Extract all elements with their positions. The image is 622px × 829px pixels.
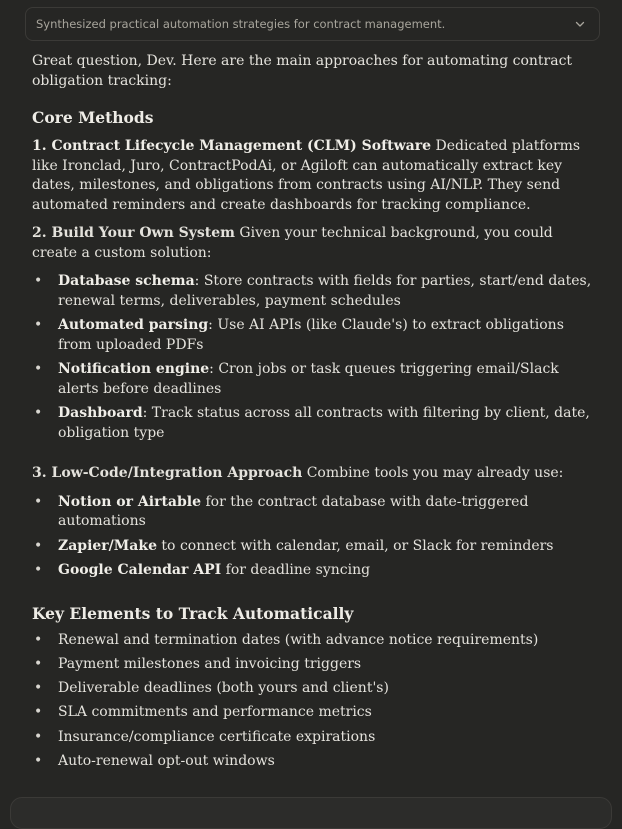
- list-item: [32, 316, 592, 355]
- method-clm-body: Dedicated platforms like Ironclad, Juro, ContractPodAi, or Agiloft can automatically extract key dates, milestones, and obligations from contracts using AI/NLP. They send automated reminders and create dashboards for tracking compliance.: [32, 138, 581, 213]
- method-clm-paragraph: [32, 137, 592, 215]
- list-item: • Payment milestones and invoicing triggers: [32, 655, 592, 675]
- track-list: [32, 631, 592, 772]
- list-item-text: for the contract database with date-triggered automations: [58, 493, 529, 529]
- list-item: • Deliverable deadlines (both yours and client's): [32, 679, 592, 699]
- list-item-bold: Zapier/Make: [58, 537, 157, 554]
- method-build-paragraph: [32, 224, 592, 263]
- list-item-bold: Notification engine: [58, 361, 210, 377]
- track-heading: Key Elements to Track Automatically: [32, 603, 354, 623]
- list-item: • Auto-renewal opt-out windows: [32, 752, 592, 772]
- method-lowcode-paragraph: [32, 464, 592, 484]
- list-item: [32, 404, 592, 443]
- list-item-bold: Google Calendar API: [58, 562, 222, 578]
- list-item-text: : Store contracts with fields for parties, start/end dates, renewal terms, deliverables, payment schedules: [58, 273, 592, 309]
- list-item: [32, 493, 592, 532]
- lowcode-list: [32, 493, 592, 581]
- list-item: [32, 272, 592, 311]
- message-intro: Great question, Dev. Here are the main approaches for automating contract obligation tracking:: [32, 53, 573, 89]
- list-item-text: : Cron jobs or task queues triggering email/Slack alerts before deadlines: [58, 361, 559, 397]
- build-list: [32, 272, 592, 443]
- list-item-bold: Database schema: [58, 273, 195, 289]
- list-item: • Insurance/compliance certificate expirations: [32, 728, 592, 748]
- list-item-text: : Use AI APIs (like Claude's) to extract obligations from uploaded PDFs: [58, 317, 564, 353]
- list-item: • SLA commitments and performance metrics: [32, 703, 592, 723]
- method-lowcode-body: Combine tools you may already use:: [302, 465, 564, 481]
- list-item: [32, 537, 592, 557]
- list-item-bold: Dashboard: [58, 405, 143, 421]
- list-item: [32, 360, 592, 399]
- method-lowcode-title: 3. Low-Code/Integration Approach: [32, 465, 303, 481]
- method-build-body: Given your technical background, you could create a custom solution:: [32, 225, 553, 261]
- assistant-message: [32, 52, 592, 776]
- list-item-text: : Track status across all contracts with filtering by client, date, obligation type: [58, 405, 590, 441]
- list-item: [32, 561, 592, 581]
- core-methods-heading: Core Methods: [32, 108, 154, 127]
- thinking-summary-text: Synthesized practical automation strategies for contract management.: [36, 17, 446, 31]
- list-item-text: to connect with calendar, email, or Slack for reminders: [156, 537, 554, 554]
- list-item-bold: Notion or Airtable: [58, 493, 202, 510]
- message-input-box[interactable]: [10, 797, 612, 829]
- chevron-down-icon[interactable]: [573, 17, 587, 31]
- list-item-bold: Automated parsing: [58, 317, 209, 333]
- thinking-summary-toggle[interactable]: [25, 7, 600, 41]
- method-clm-title: 1. Contract Lifecycle Management (CLM) Software: [32, 138, 432, 154]
- list-item: • Renewal and termination dates (with advance notice requirements): [32, 631, 592, 651]
- list-item-text: for deadline syncing: [221, 562, 371, 578]
- method-build-title: 2. Build Your Own System: [32, 225, 235, 241]
